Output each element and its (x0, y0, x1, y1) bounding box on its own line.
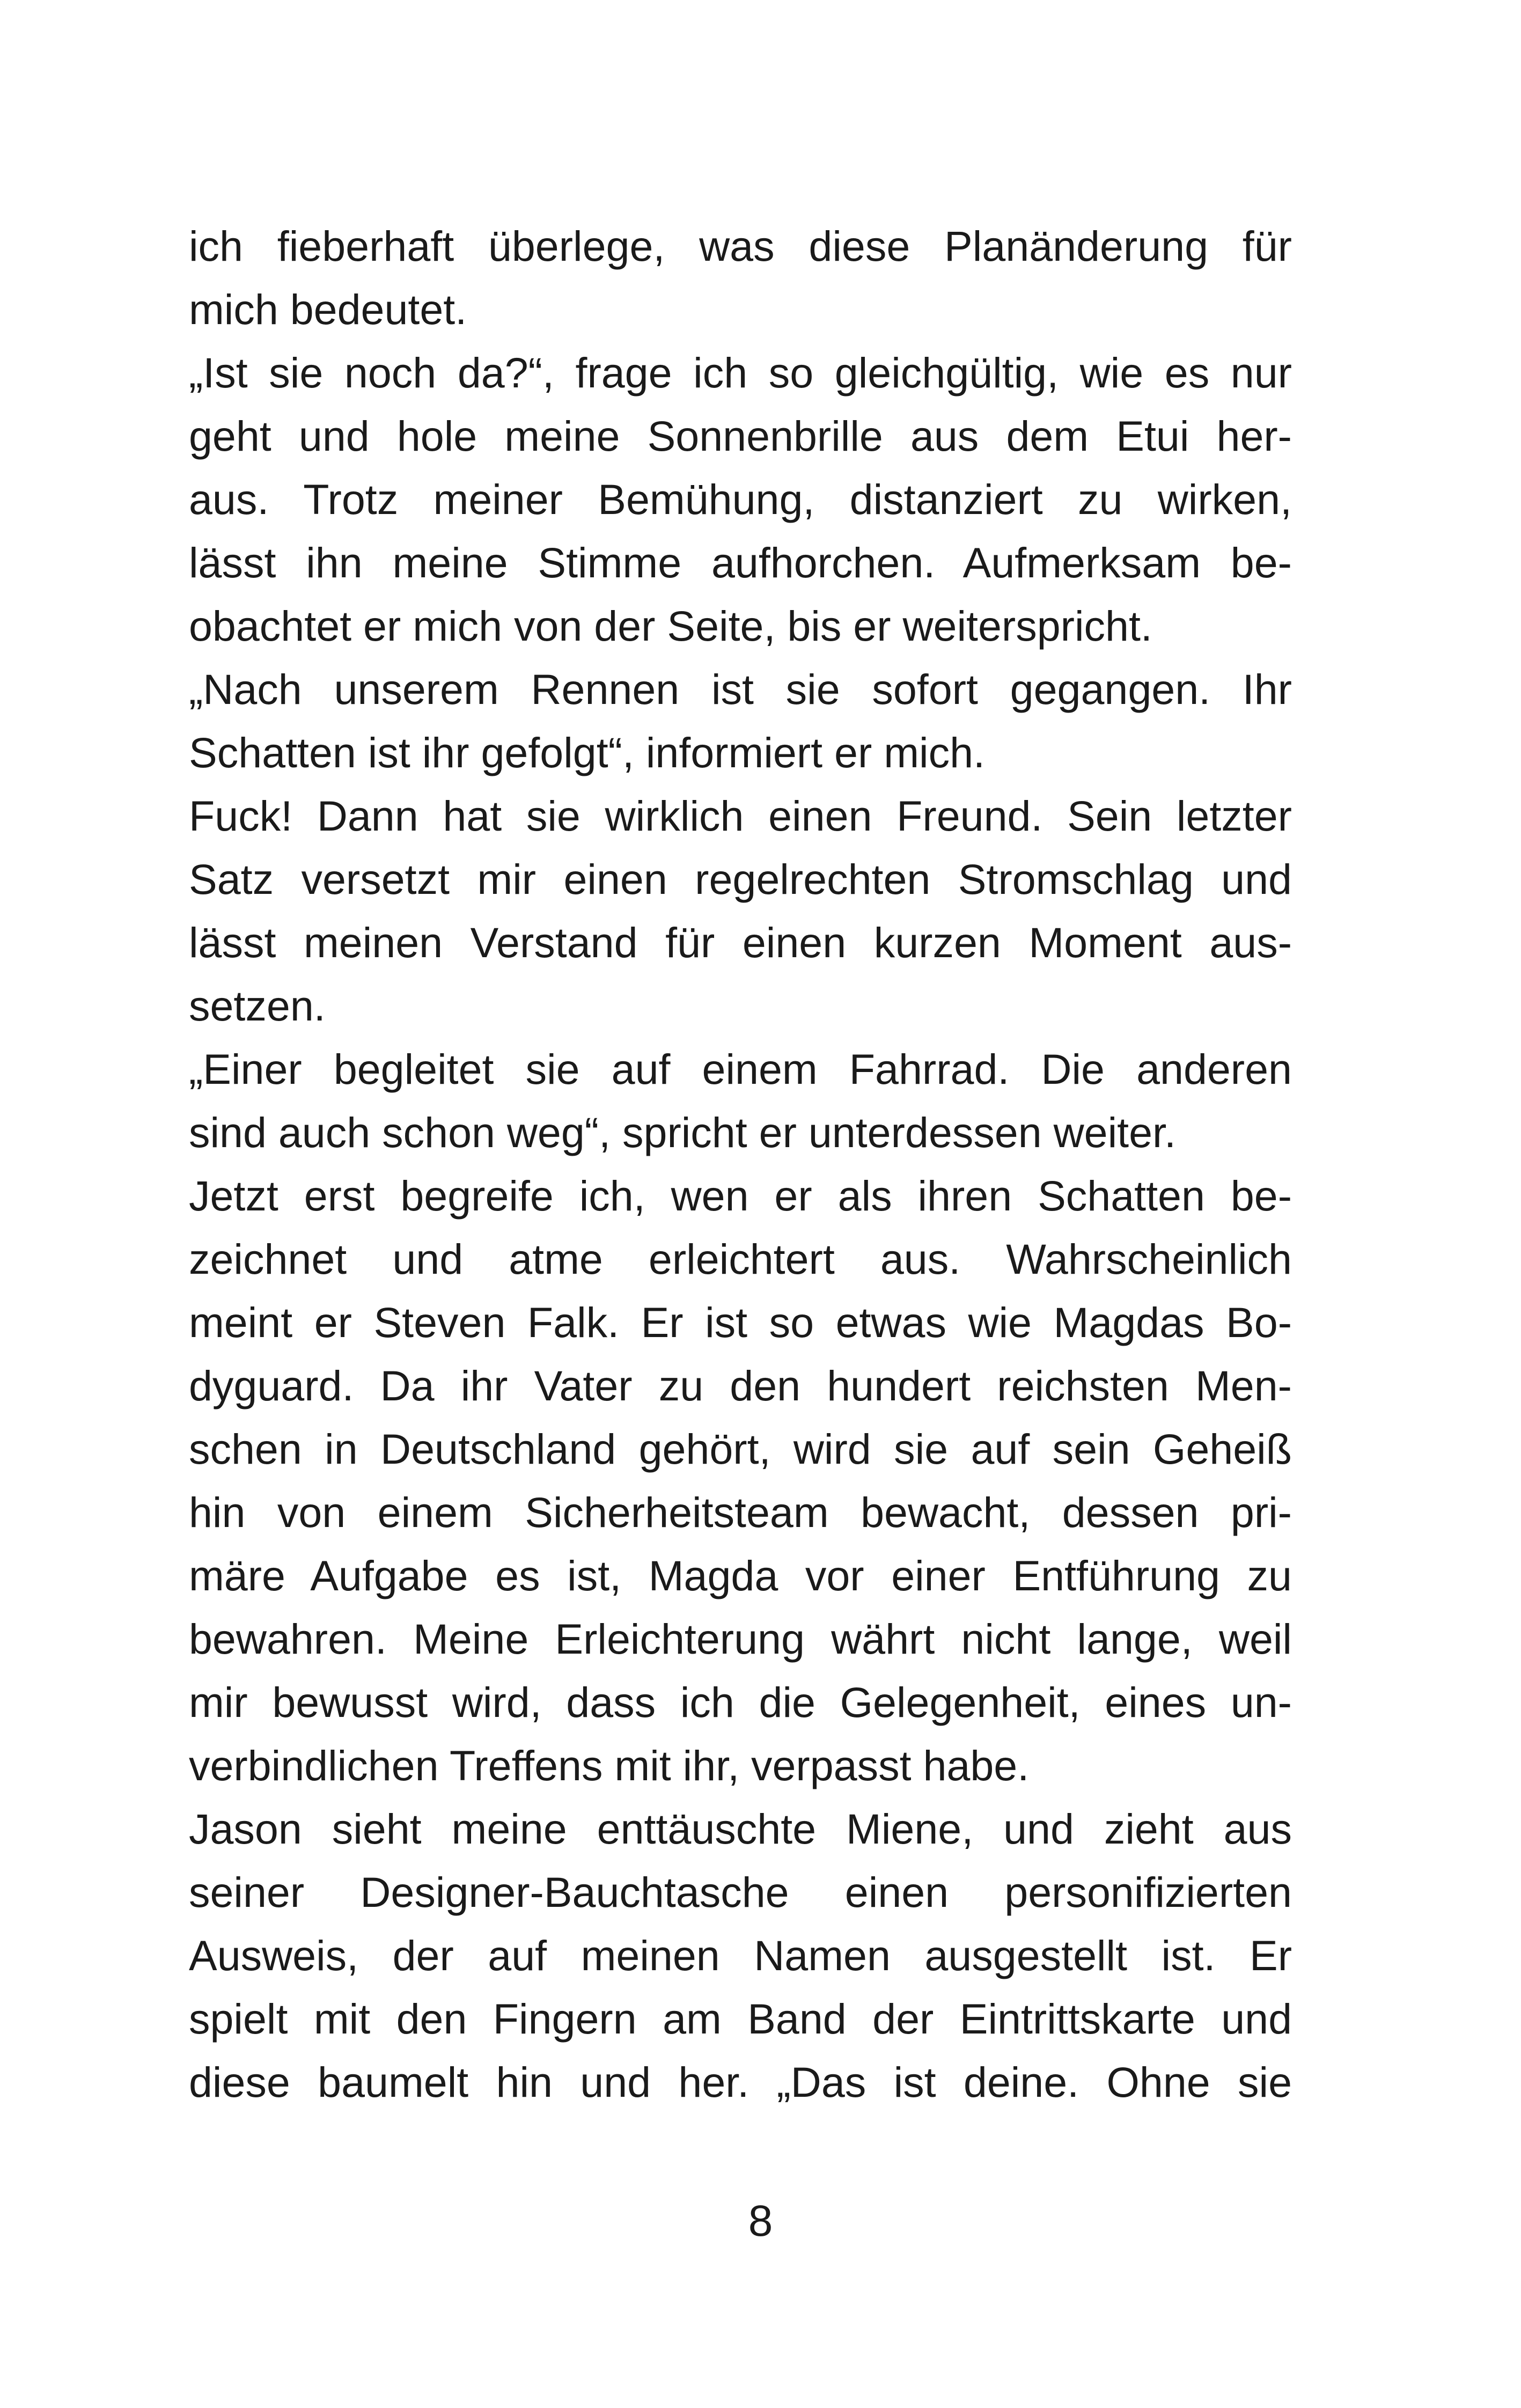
text-line: seiner Designer-Bauchtasche einen personifizierten (189, 1868, 1292, 1916)
text-line: ich fieberhaft überlege, was diese Planänderung für (189, 222, 1292, 270)
text-line: lässt ihn meine Stimme aufhorchen. Aufmerksam be- (189, 539, 1292, 586)
text-line: „Einer begleitet sie auf einem Fahrrad. Die anderen (189, 1045, 1292, 1093)
text-line: Fuck! Dann hat sie wirklich einen Freund. Sein letzter (189, 792, 1292, 840)
text-line: Ausweis, der auf meinen Namen ausgestellt ist. Er (189, 1932, 1292, 1979)
text-line: „Ist sie noch da?“, frage ich so gleichgültig, wie es nur (189, 349, 1292, 397)
text-line: meint er Steven Falk. Er ist so etwas wie Magdas Bo- (189, 1298, 1292, 1346)
text-line: mich bedeutet. (189, 285, 467, 333)
text-line: Satz versetzt mir einen regelrechten Stromschlag und (189, 855, 1292, 903)
text-line: sind auch schon weg“, spricht er unterdessen weiter. (189, 1108, 1176, 1156)
text-line: aus. Trotz meiner Bemühung, distanziert zu wirken, (189, 475, 1292, 523)
text-line: dyguard. Da ihr Vater zu den hundert reichsten Men- (189, 1362, 1292, 1409)
text-line: diese baumelt hin und her. „Das ist deine. Ohne sie (189, 2058, 1292, 2106)
text-line: schen in Deutschland gehört, wird sie auf sein Geheiß (189, 1425, 1292, 1473)
text-line: zeichnet und atme erleichtert aus. Wahrscheinlich (189, 1235, 1292, 1283)
text-line: geht und hole meine Sonnenbrille aus dem Etui her- (189, 412, 1292, 460)
text-line: spielt mit den Fingern am Band der Eintrittskarte und (189, 1995, 1292, 2043)
text-line: setzen. (189, 982, 326, 1030)
text-line: hin von einem Sicherheitsteam bewacht, dessen pri- (189, 1488, 1292, 1536)
text-line: märe Aufgabe es ist, Magda vor einer Entführung zu (189, 1552, 1292, 1599)
text-line: obachtet er mich von der Seite, bis er weiterspricht. (189, 602, 1152, 650)
text-line: „Nach unserem Rennen ist sie sofort gegangen. Ihr (189, 665, 1292, 713)
text-line: Schatten ist ihr gefolgt“, informiert er mich. (189, 729, 985, 776)
page-number: 8 (748, 2197, 773, 2245)
text-line: bewahren. Meine Erleichterung währt nicht lange, weil (189, 1615, 1292, 1663)
text-line: lässt meinen Verstand für einen kurzen Moment aus- (189, 919, 1292, 966)
text-line: Jetzt erst begreife ich, wen er als ihren Schatten be- (189, 1172, 1292, 1220)
text-line: verbindlichen Treffens mit ihr, verpasst habe. (189, 1742, 1030, 1789)
text-line: mir bewusst wird, dass ich die Gelegenheit, eines un- (189, 1678, 1292, 1726)
text-line: Jason sieht meine enttäuschte Miene, und zieht aus (189, 1805, 1292, 1853)
body-text (189, 215, 1292, 2114)
